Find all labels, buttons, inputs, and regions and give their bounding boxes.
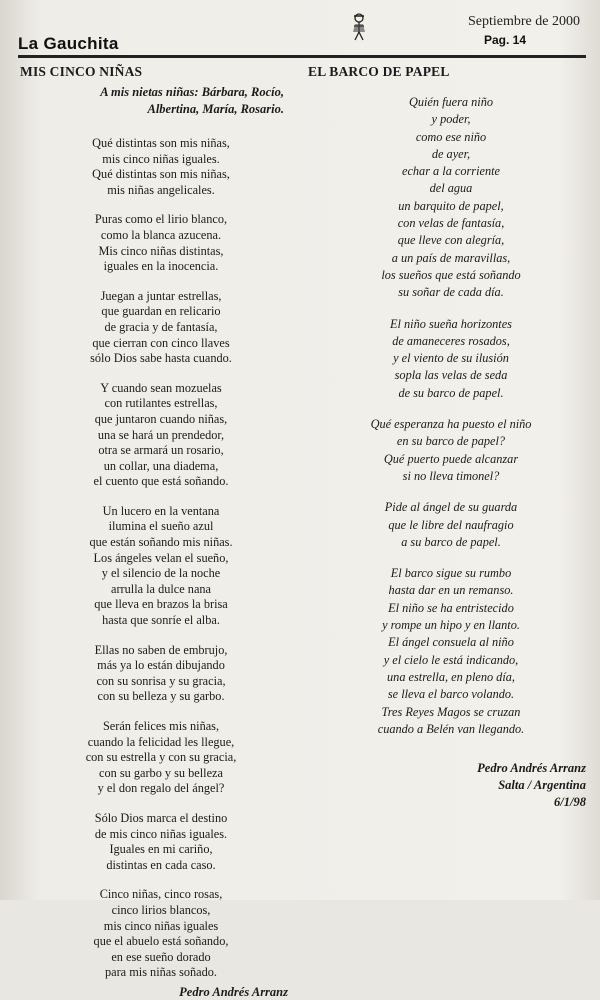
poem-line: mis niñas angelicales. [107, 182, 215, 197]
poem-stanza [308, 565, 594, 738]
poem-line: que le libre del naufragio [388, 517, 514, 532]
poem-line: Puras como el lirio blanco, [94, 212, 228, 227]
page-number: Pag. 14 [483, 33, 526, 47]
poem-line: hasta dar en un remanso. [388, 583, 514, 598]
poem-line: con su estrella y con su gracia, [85, 750, 237, 765]
poem-line: Y cuando sean mozuelas [100, 380, 222, 395]
poem-line: Ellas no saben de embrujo, [94, 642, 228, 657]
poem-line: para mis niñas soñado. [104, 965, 218, 980]
poem-line: en ese sueño dorado [111, 949, 211, 964]
poem-line: si no lleva timonel? [402, 468, 500, 483]
poem-line: Juegan a juntar estrellas, [100, 288, 222, 303]
poem-line: del agua [429, 181, 473, 196]
poem-line: que guardan en relicario [101, 304, 221, 319]
dedication-line: Albertina, María, Rosario. [147, 102, 284, 116]
poem-line: Iguales en mi cariño, [109, 842, 213, 857]
poem-line: Serán felices mis niñas, [102, 719, 220, 733]
poem-line: de gracia y de fantasía, [104, 319, 218, 334]
poem-line: Pide al ángel de su guarda [384, 500, 518, 515]
poem-line: El niño se ha entristecido [388, 600, 514, 615]
poem-line: que lleve con alegría, [397, 233, 505, 248]
poem-line: Un lucero en la ventana [102, 503, 220, 518]
poem-line: los sueños que está soñando [381, 267, 521, 282]
poem-line: sopla las velas de seda [394, 368, 508, 383]
poem-stanza [20, 289, 302, 367]
poem-line: mis cinco niñas iguales [103, 918, 219, 933]
poem-line: de ayer, [431, 146, 471, 161]
poem-signature [308, 760, 586, 811]
poem-stanza [308, 499, 594, 551]
poem-line: en su barco de papel? [396, 434, 506, 449]
poem-line: como la blanca azucena. [100, 227, 222, 242]
poem-stanza [308, 316, 594, 402]
gaucho-mascot-icon [348, 12, 370, 42]
poem-line: Qué distintas son mis niñas, [92, 167, 230, 182]
poem-line: que lleva en brazos la brisa [94, 597, 228, 612]
poem-line: mis cinco niñas iguales. [102, 151, 220, 166]
poem-line: que juntaron cuando niñas, [94, 411, 228, 426]
poem-line: Cinco niñas, cinco rosas, [99, 887, 223, 902]
poem-stanza [20, 212, 302, 274]
poem-line: con rutilantes estrellas, [104, 396, 218, 411]
poem-line: se lleva el barco volando. [387, 687, 515, 702]
signature-place: Salta / Argentina [498, 778, 586, 793]
poem-line: El ángel consuela al niño [388, 635, 514, 650]
poem-line: Tres Reyes Magos se cruzan [381, 704, 521, 719]
dedication-line: A mis nietas niñas: Bárbara, Rocío, [100, 85, 284, 99]
poem-line: cinco lirios blancos, [111, 902, 211, 917]
header-rule [18, 55, 586, 58]
poem-line: a un país de maravillas, [391, 250, 511, 265]
issue-date: Septiembre de 2000 [468, 14, 580, 29]
poem-line: cuando la felicidad les llegue, [87, 734, 235, 749]
poem-line: con su sonrisa y su gracia, [96, 673, 226, 688]
poem-line: y rompe un hipo y en llanto. [382, 618, 520, 633]
poem-stanza [20, 136, 302, 198]
poem-dedication [20, 84, 284, 118]
poem-stanza [308, 416, 594, 485]
poem-stanza [20, 887, 302, 981]
poem-line: como ese niño [415, 129, 487, 144]
poem-author: Pedro Andrés Arranz [179, 984, 288, 999]
poem-line: y el silencio de la noche [101, 566, 221, 581]
poem-line: y el viento de su ilusión [393, 351, 509, 366]
poem-stanza [308, 94, 594, 302]
poem-line: un collar, una diadema, [103, 458, 219, 473]
signature-author: Pedro Andrés Arranz [477, 761, 586, 776]
poem-line: distintas en cada caso. [106, 857, 216, 872]
poem-title: EL BARCO DE PAPEL [308, 64, 450, 79]
poem-line: y el don regalo del ángel? [97, 781, 225, 796]
poem-right-column [308, 64, 594, 811]
poem-line: que cierran con cinco llaves [92, 335, 230, 350]
poem-line: otra se armará un rosario, [98, 443, 224, 458]
poem-line: Sólo Dios marca el destino [94, 810, 228, 825]
poem-line: que están soñando mis niñas. [89, 535, 233, 550]
poem-line: hasta que sonríe el alba. [102, 613, 220, 628]
poem-line: el cuento que está soñando. [93, 474, 229, 489]
poem-stanza [20, 504, 302, 629]
poem-line: cuando a Belén van llegando. [377, 721, 525, 736]
poem-body [308, 94, 594, 738]
poem-line: y el cielo le está indicando, [383, 652, 519, 667]
poem-line: Qué distintas son mis niñas, [92, 136, 230, 150]
poem-left-column [20, 64, 302, 1000]
poem-line: que el abuelo está soñando, [93, 934, 229, 949]
poem-line: de su barco de papel. [398, 385, 504, 400]
poem-line: un barquito de papel, [398, 198, 504, 213]
poem-line: ilumina el sueño azul [108, 519, 214, 534]
poem-line: Quién fuera niño [408, 95, 494, 109]
poem-stanza [20, 811, 302, 873]
poem-line: y poder, [431, 112, 471, 127]
poem-line: de amaneceres rosados, [392, 333, 510, 348]
poem-stanza [20, 643, 302, 705]
poem-line: su soñar de cada día. [398, 285, 504, 300]
poem-line: sólo Dios sabe hasta cuando. [90, 351, 232, 366]
page-header [18, 12, 586, 56]
poem-line: Qué esperanza ha puesto el niño [370, 417, 532, 432]
poem-line: Qué puerto puede alcanzar [383, 451, 519, 466]
poem-line: más ya lo están dibujando [97, 658, 225, 673]
poem-stanza [20, 719, 302, 797]
poem-stanza [20, 381, 302, 490]
signature-date: 6/1/98 [554, 795, 586, 810]
poem-line: El barco sigue su rumbo [390, 566, 512, 581]
poem-line: a su barco de papel. [401, 534, 501, 549]
poem-line: una estrella, en pleno día, [387, 669, 515, 684]
poem-line: iguales en la inocencia. [103, 259, 219, 274]
poem-body [20, 136, 302, 981]
poem-line: con su garbo y su belleza [99, 765, 223, 780]
poem-title: MIS CINCO NIÑAS [20, 64, 143, 79]
masthead: La Gauchita [18, 34, 119, 53]
poem-line: una se hará un prendedor, [97, 427, 225, 442]
poem-line: Los ángeles velan el sueño, [93, 550, 229, 565]
poem-line: con su belleza y su garbo. [97, 689, 225, 704]
poem-line: arrulla la dulce nana [110, 581, 212, 596]
poem-line: de mis cinco niñas iguales. [94, 826, 228, 841]
poem-line: echar a la corriente [401, 164, 500, 179]
poem-line: El niño sueña horizontes [390, 316, 512, 331]
poem-line: con velas de fantasía, [397, 216, 505, 231]
poem-line: Mis cinco niñas distintas, [98, 243, 224, 258]
